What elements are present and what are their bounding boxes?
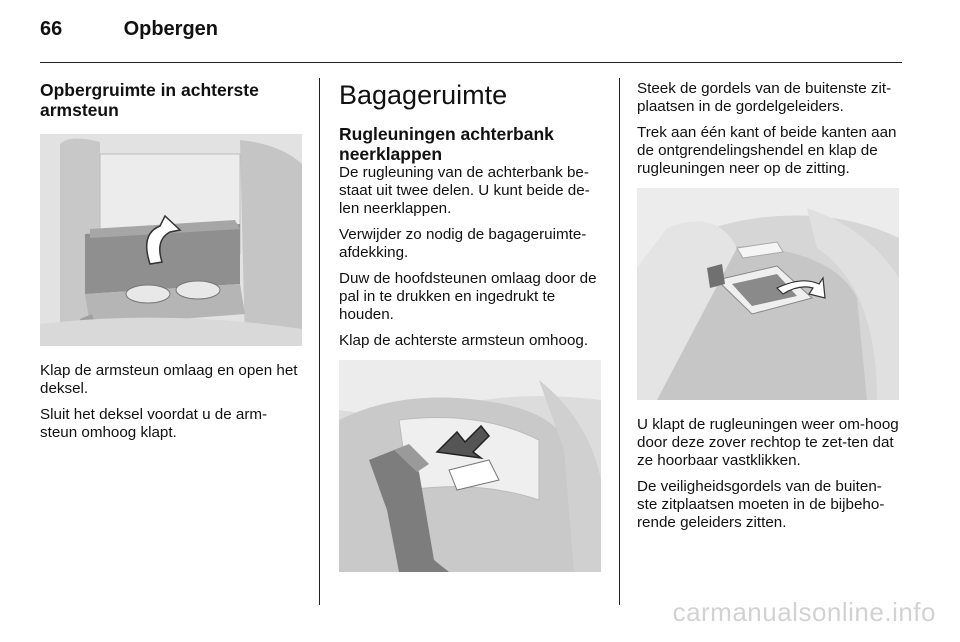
page-number: 66 <box>40 18 63 40</box>
column-3 <box>637 80 901 540</box>
paragraph: Sluit het deksel voordat u de arm-steun omhoog klapt. <box>40 406 268 441</box>
paragraph: De rugleuning van de achterbank be-staat uit twee delen. U kunt beide de-len neerklappen. <box>339 164 590 217</box>
release-lever-illustration-icon <box>637 188 899 400</box>
section-heading-armrest-storage: Opbergruimte in achterste armsteun <box>40 80 259 120</box>
column-2 <box>339 80 601 572</box>
seatbelt-guide-illustration-icon <box>339 360 601 572</box>
page-header <box>40 18 218 41</box>
paragraph: Verwijder zo nodig de bagageruimte-afdekking. <box>339 226 587 261</box>
header-rule <box>40 62 902 63</box>
page-title: Opbergen <box>123 18 219 40</box>
paragraph: U klapt de rugleuningen weer om-hoog door deze zover rechtop te zet-ten dat ze hoorbaar vastklikken. <box>637 416 899 469</box>
column-divider-2 <box>619 78 620 605</box>
paragraph: Klap de armsteun omlaag en open het deksel. <box>40 362 298 397</box>
armrest-cupholder-illustration-icon <box>40 134 302 346</box>
paragraph: De veiligheidsgordels van de buiten-ste zitplaatsen moeten in de bijbeho-rende geleiders zitten. <box>637 478 885 531</box>
column-1 <box>40 80 302 450</box>
section-heading-luggage: Bagageruimte <box>339 80 508 110</box>
paragraph: Steek de gordels van de buitenste zit-plaatsen in de gordelgeleiders. <box>637 80 892 115</box>
watermark: carmanualsonline.info <box>672 597 936 627</box>
paragraph: Trek aan één kant of beide kanten aan de ontgrendelingshendel en klap de rugleuningen neer op de zitting. <box>637 124 897 177</box>
paragraph: Klap de achterste armsteun omhoog. <box>339 332 589 349</box>
column-divider-1 <box>319 78 320 605</box>
subheading-fold-backrests: Rugleuningen achterbank neerklappen <box>339 124 554 164</box>
paragraph: Duw de hoofdsteunen omlaag door de pal in te drukken en ingedrukt te houden. <box>339 270 597 323</box>
